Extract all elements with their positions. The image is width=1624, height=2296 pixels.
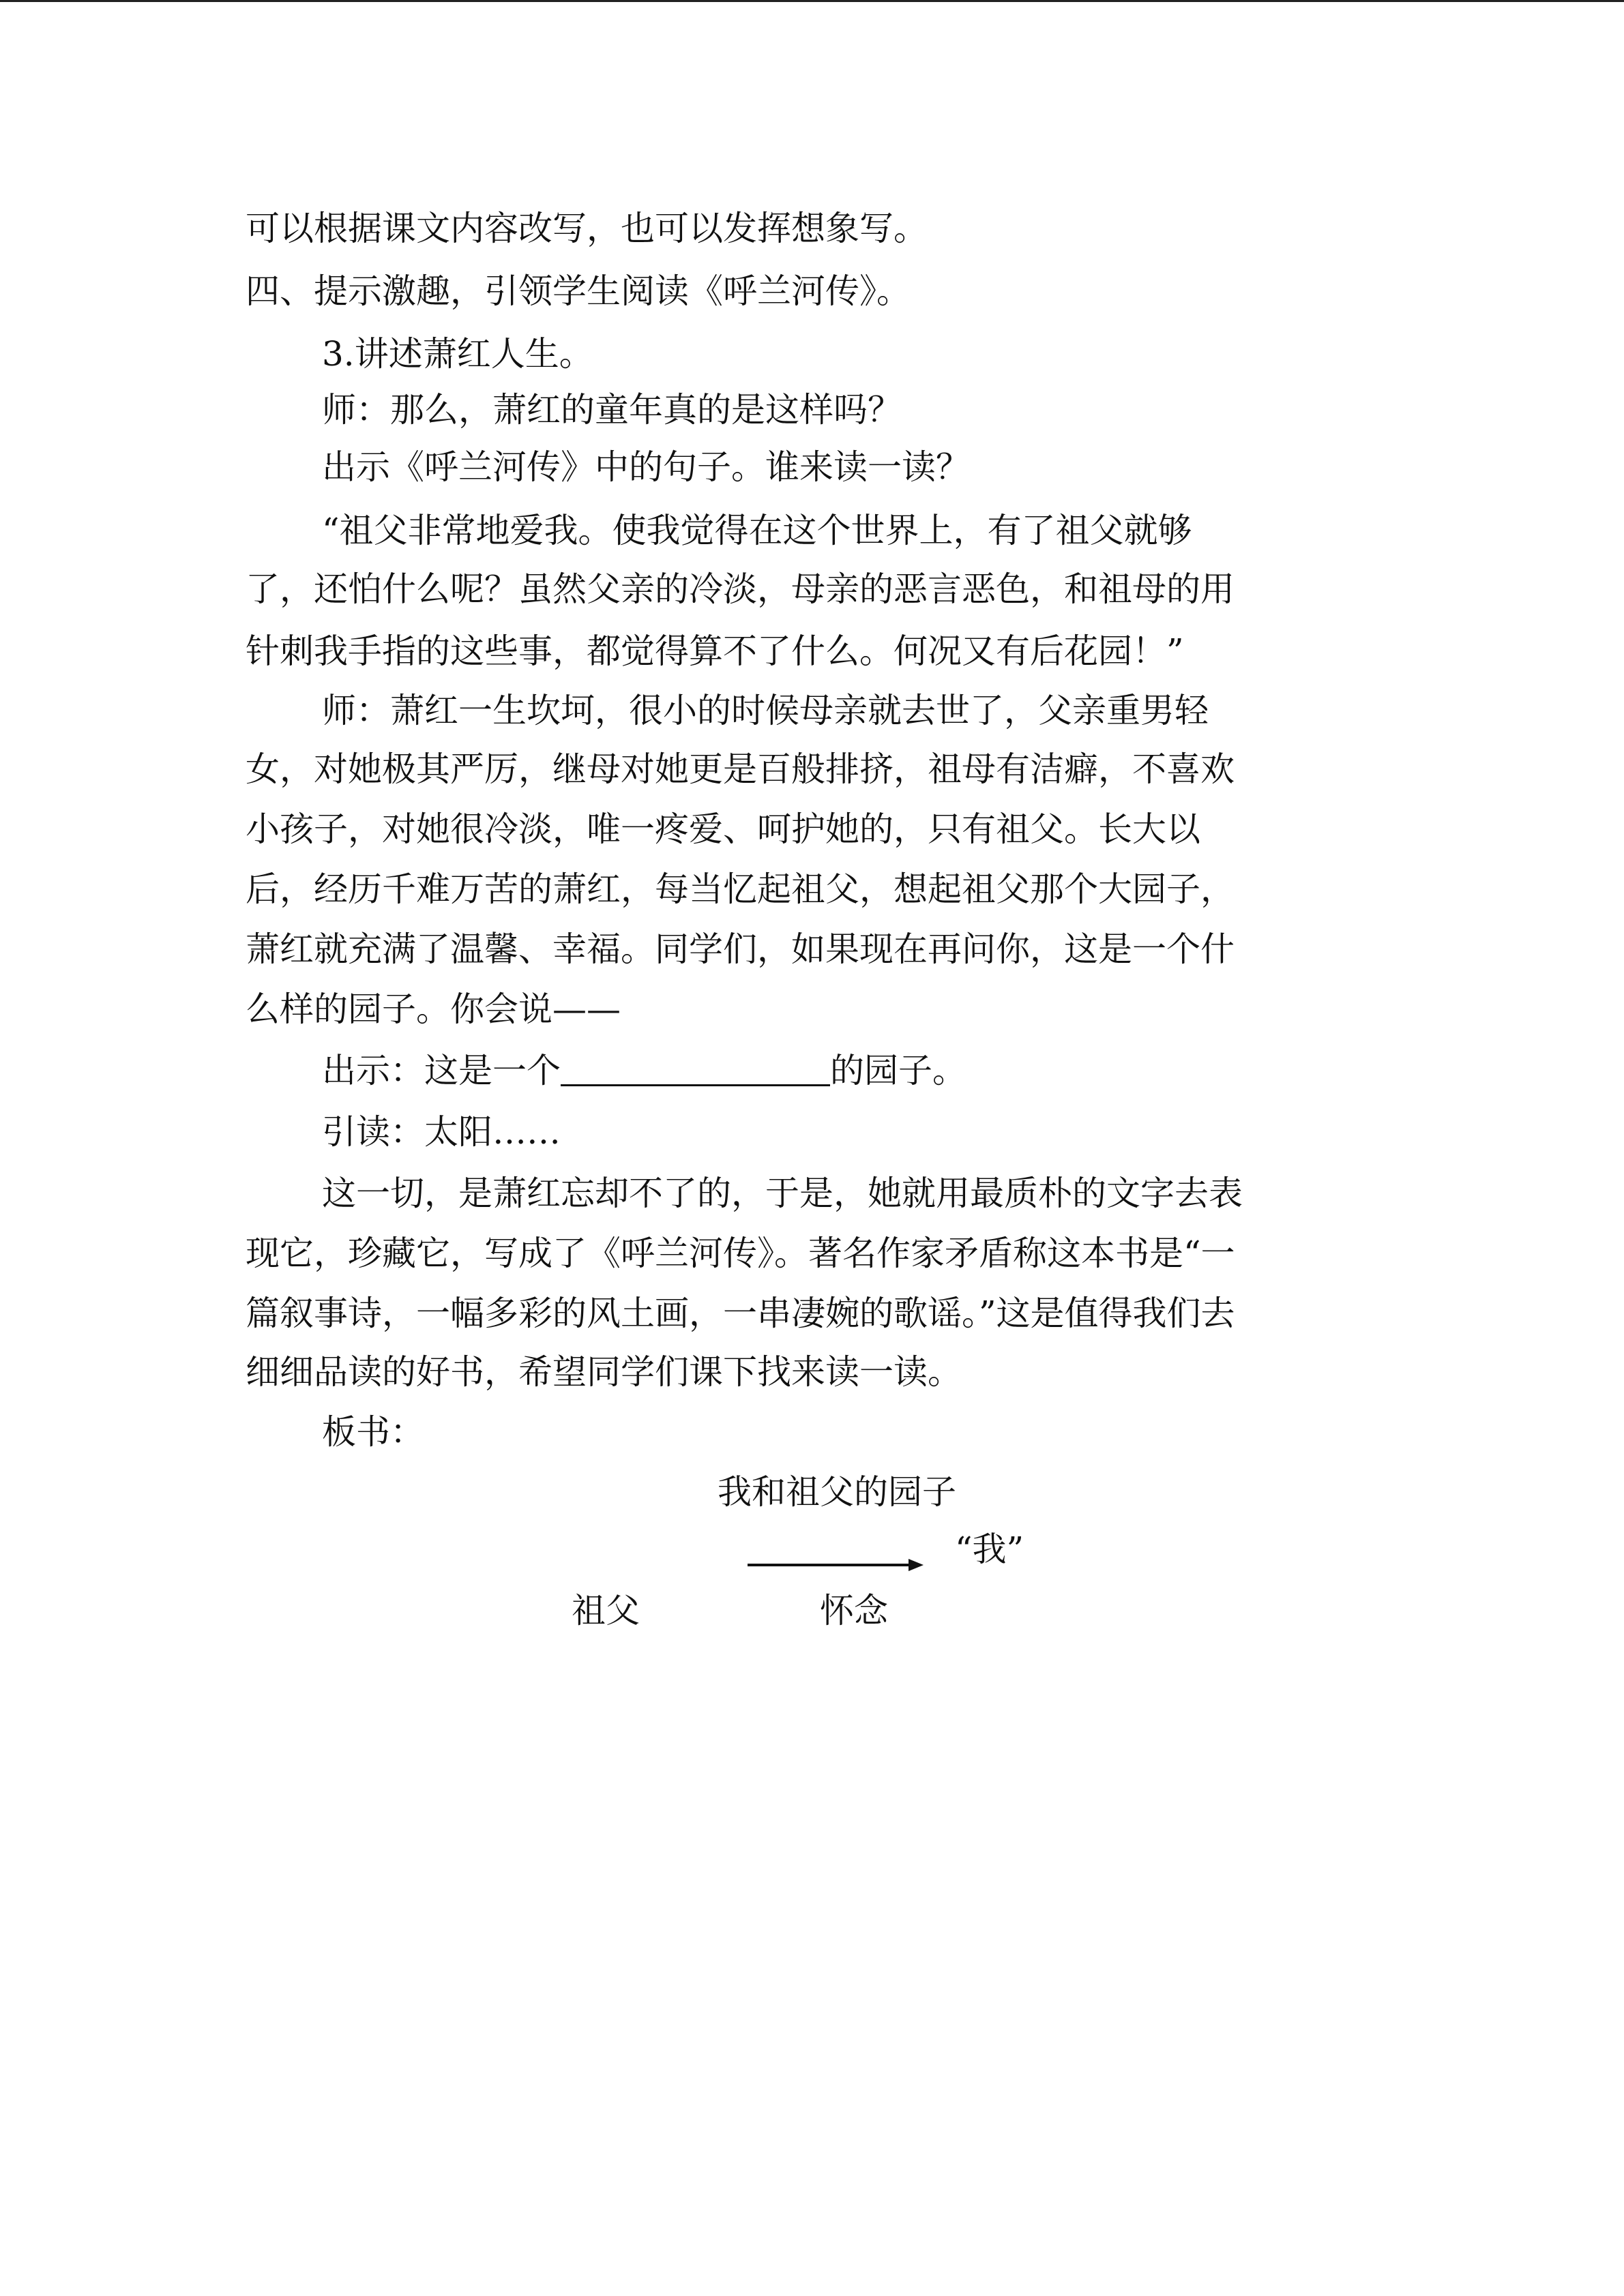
fill-suffix: 的园子。 — [830, 1051, 966, 1090]
board-left-label: 祖父 — [572, 1591, 640, 1630]
paragraph-line: 细细品读的好书，希望同学们课下找来读一读。 — [246, 1352, 962, 1392]
board-arrow-label: 怀念 — [820, 1591, 888, 1630]
fill-prefix: 出示：这是一个 — [322, 1051, 561, 1090]
paragraph-line: 篇叙事诗，一幅多彩的风土画，一串凄婉的歌谣。”这是值得我们去 — [246, 1294, 1235, 1333]
right-arrow-icon — [748, 1555, 925, 1575]
answer-blank — [561, 1050, 830, 1086]
paragraph-line: 萧红就充满了温馨、幸福。同学们，如果现在再问你，这是一个什 — [246, 929, 1235, 969]
paragraph-line: 么样的园子。你会说—— — [246, 989, 621, 1029]
paragraph-line: 出示《呼兰河传》中的句子。谁来读一读？ — [322, 447, 970, 487]
paragraph-line: 现它，珍藏它，写成了《呼兰河传》。著名作家矛盾称这本书是“一 — [246, 1234, 1235, 1273]
paragraph-line: 师：那么，萧红的童年真的是这样吗？ — [322, 390, 902, 430]
quote-line: “祖父非常地爱我。使我觉得在这个世界上，有了祖父就够 — [322, 511, 1192, 550]
board-target-label: “我” — [955, 1530, 1024, 1569]
paragraph-line: 后，经历千难万苦的萧红，每当忆起祖父，想起祖父那个大园子， — [246, 869, 1235, 909]
paragraph-line: 引读：太阳…… — [322, 1112, 561, 1152]
paragraph-line: 可以根据课文内容改写，也可以发挥想象写。 — [246, 209, 928, 248]
quote-line: 了，还怕什么呢？虽然父亲的冷淡，母亲的恶言恶色，和祖母的用 — [246, 569, 1235, 609]
fill-in-blank-line — [322, 1050, 966, 1091]
paragraph-line: 小孩子，对她很冷淡，唯一疼爱、呵护她的，只有祖父。长大以 — [246, 809, 1200, 849]
section-heading: 四、提示激趣，引领学生阅读《呼兰河传》。 — [246, 271, 911, 311]
board-title: 我和祖父的园子 — [718, 1472, 956, 1512]
page-top-border — [0, 0, 1624, 2]
paragraph-line: 师：萧红一生坎坷，很小的时候母亲就去世了，父亲重男轻 — [322, 691, 1209, 730]
quote-line: 针刺我手指的这些事，都觉得算不了什么。何况又有后花园！” — [246, 631, 1184, 671]
paragraph-line: 女，对她极其严厉，继母对她更是百般排挤，祖母有洁癖，不喜欢 — [246, 749, 1235, 789]
board-heading: 板书： — [322, 1412, 424, 1452]
paragraph-line: 这一切，是萧红忘却不了的，于是，她就用最质朴的文字去表 — [322, 1174, 1243, 1213]
subsection-heading: 3.讲述萧红人生。 — [322, 334, 593, 374]
